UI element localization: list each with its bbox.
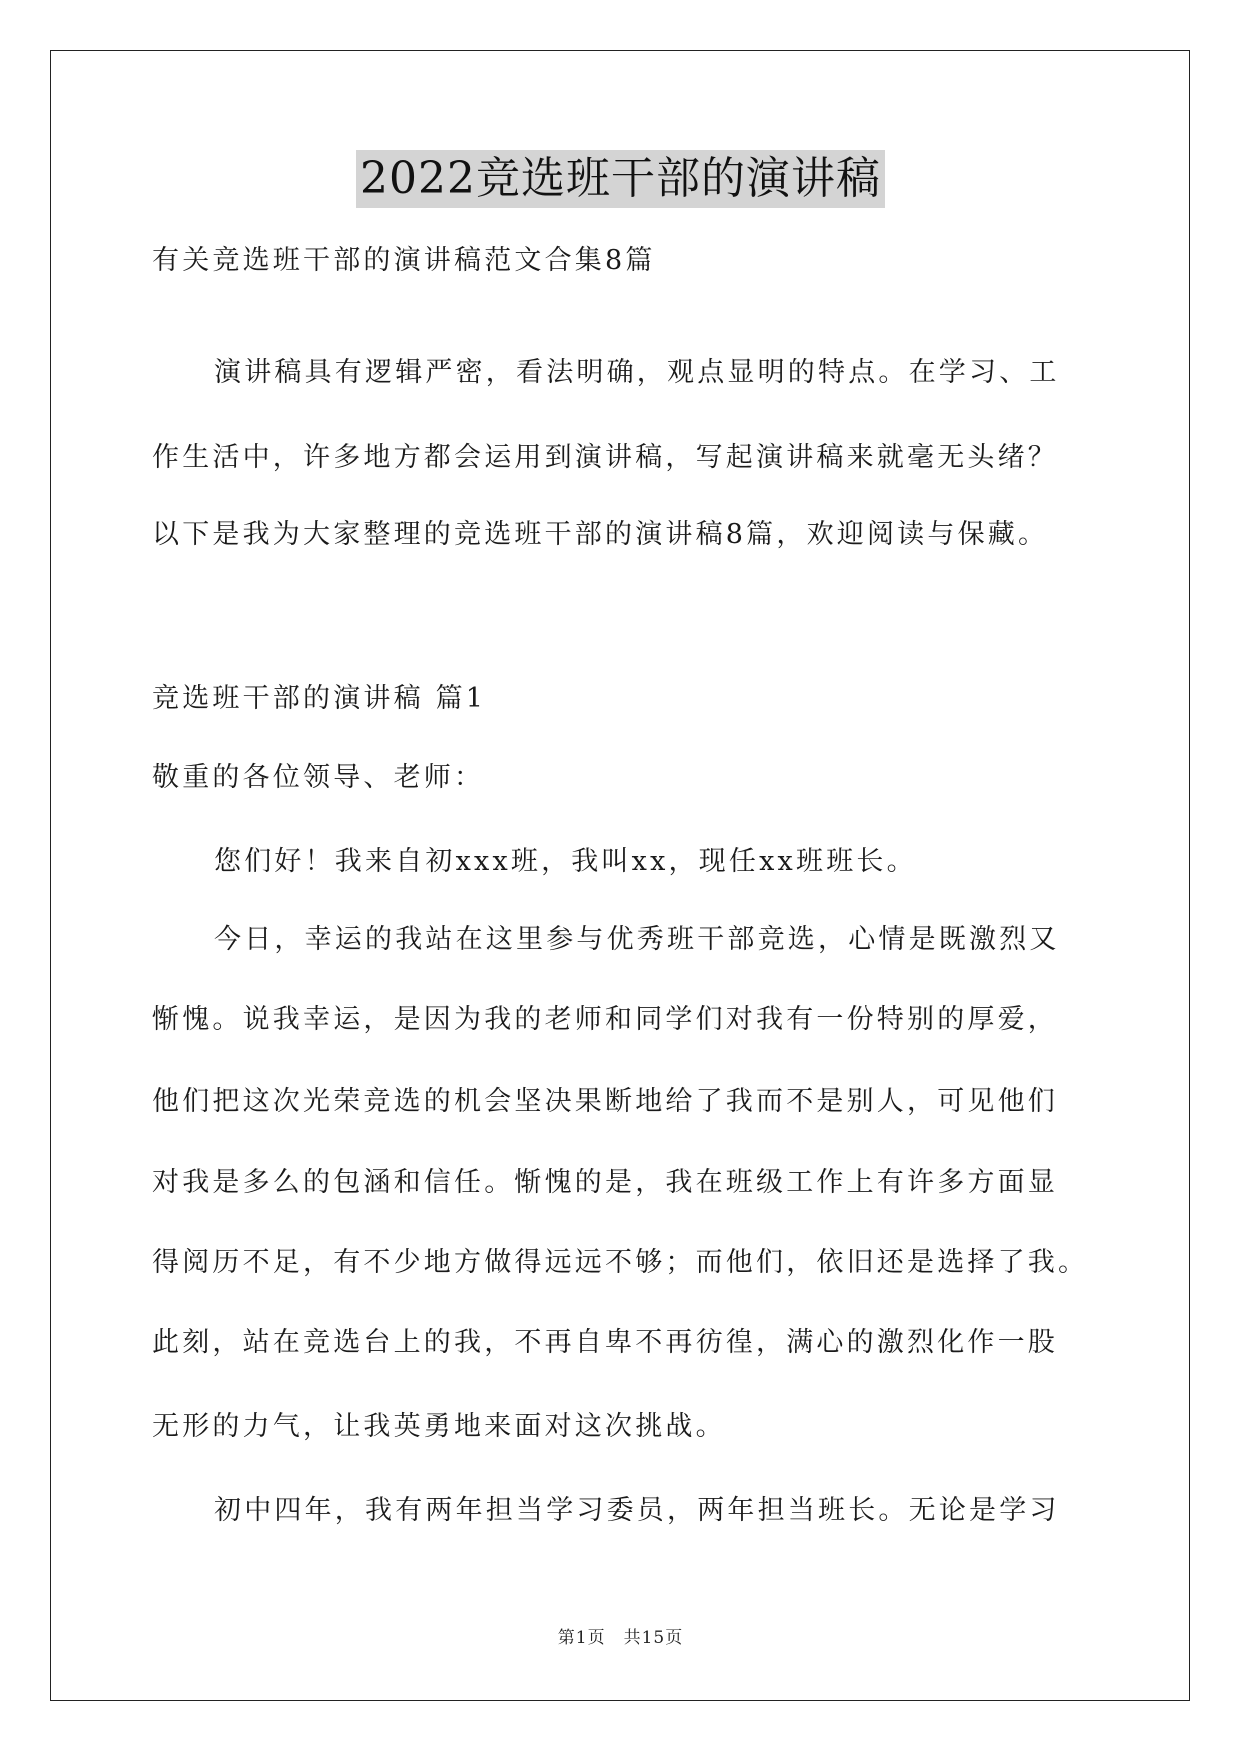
title-container [0, 150, 1241, 208]
salutation-line: 敬重的各位领导、老师： [152, 762, 485, 793]
intro-line-2: 作生活中，许多地方都会运用到演讲稿，写起演讲稿来就毫无头绪？ [152, 442, 1058, 473]
intro-line-3: 以下是我为大家整理的竞选班干部的演讲稿8篇，欢迎阅读与保藏。 [152, 519, 1049, 550]
intro-line-1: 演讲稿具有逻辑严密，看法明确，观点显明的特点。在学习、工 [214, 357, 1060, 388]
body-line-3: 惭愧。说我幸运，是因为我的老师和同学们对我有一份特别的厚爱， [152, 1004, 1058, 1035]
body-line-2: 今日，幸运的我站在这里参与优秀班干部竞选，心情是既激烈又 [214, 924, 1060, 955]
body-line-1: 您们好！我来自初xxx班，我叫xx，现任xx班班长。 [214, 846, 917, 877]
document-title: 2022竞选班干部的演讲稿 [356, 150, 885, 208]
body-line-7: 此刻，站在竞选台上的我，不再自卑不再彷徨，满心的激烈化作一股 [152, 1327, 1058, 1358]
subtitle-line: 有关竞选班干部的演讲稿范文合集8篇 [152, 245, 656, 276]
page-footer: 第1页 共15页 [557, 1628, 684, 1648]
body-line-4: 他们把这次光荣竞选的机会坚决果断地给了我而不是别人，可见他们 [152, 1086, 1058, 1117]
section-heading: 竞选班干部的演讲稿 篇1 [152, 683, 487, 714]
body-line-6: 得阅历不足，有不少地方做得远远不够；而他们，依旧还是选择了我。 [152, 1247, 1089, 1278]
body-line-9: 初中四年，我有两年担当学习委员，两年担当班长。无论是学习 [214, 1495, 1060, 1526]
body-line-5: 对我是多么的包涵和信任。惭愧的是，我在班级工作上有许多方面显 [152, 1167, 1058, 1198]
body-line-8: 无形的力气，让我英勇地来面对这次挑战。 [152, 1411, 726, 1442]
